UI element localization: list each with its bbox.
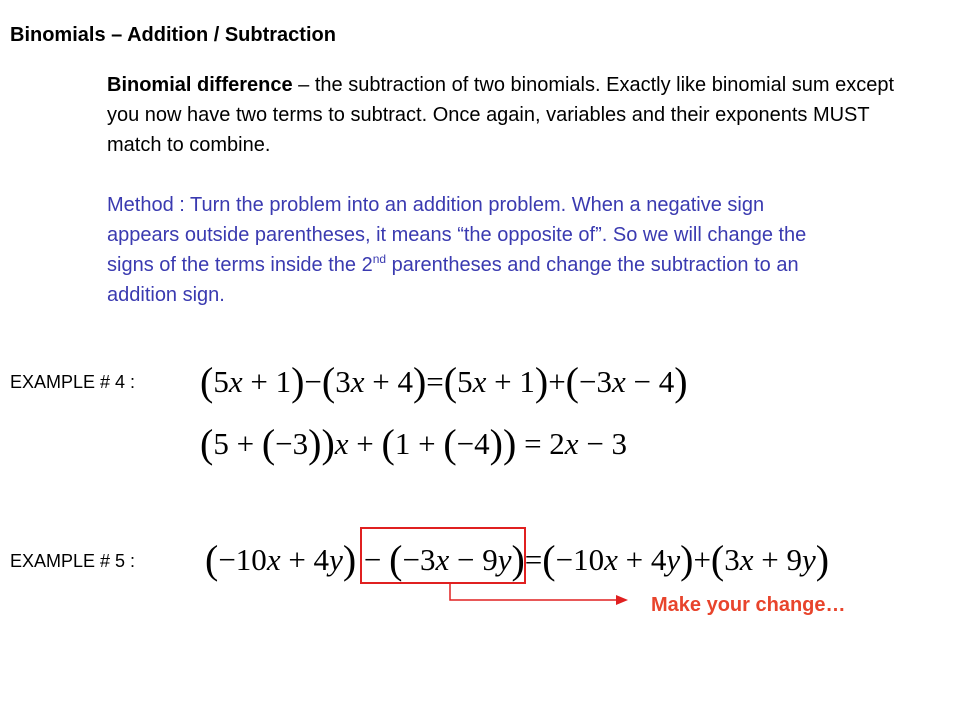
slide-title: Binomials – Addition / Subtraction bbox=[10, 24, 336, 46]
callout-arrow-icon bbox=[440, 580, 640, 610]
example-5-label: EXAMPLE # 5 : bbox=[10, 551, 136, 571]
example-4-equation-2: (5 + (−3))x + (1 + (−4)) = 2x − 3 bbox=[200, 421, 628, 466]
highlight-box bbox=[360, 527, 526, 584]
method-text-part2: parentheses and change the subtraction to an addition sign. bbox=[107, 254, 799, 306]
method-text-part1: Method : Turn the problem into an addition problem. When a negative sign appears outside parentheses, it means “the opposite of”. So we will change the signs of the terms inside the 2 bbox=[107, 194, 807, 276]
definition-paragraph bbox=[107, 70, 927, 160]
example-4-equation-1: (5x + 1)−(3x + 4)=(5x + 1)+(−3x − 4) bbox=[200, 359, 688, 404]
example-4-label: EXAMPLE # 4 : bbox=[10, 372, 136, 392]
example-5-equation: (−10x + 4y) − (−3x − 9y)=(−10x + 4y)+(3x + 9y) bbox=[205, 537, 830, 582]
definition-text: – the subtraction of two binomials. Exactly like binomial sum except you now have two terms to subtract. Once again, variables and their exponents MUST match to combine. bbox=[107, 74, 894, 156]
method-paragraph bbox=[107, 190, 807, 310]
definition-term: Binomial difference bbox=[107, 74, 293, 96]
method-superscript: nd bbox=[372, 252, 387, 266]
callout-text: Make your change… bbox=[651, 594, 846, 616]
